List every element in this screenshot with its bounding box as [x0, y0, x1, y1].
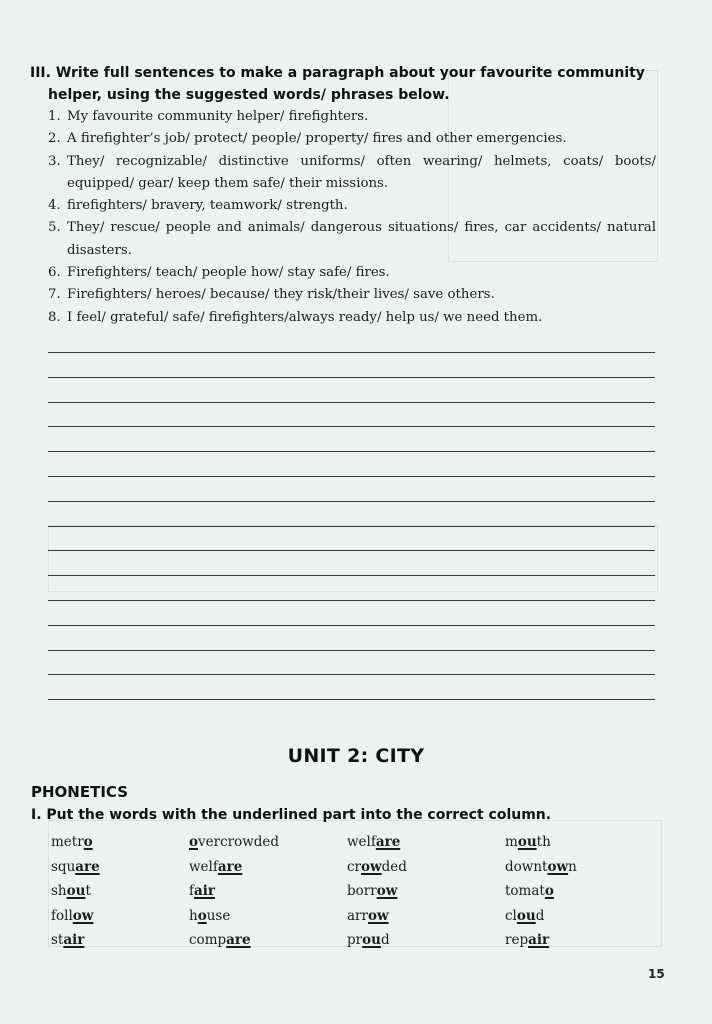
item-text: They/ rescue/ people and animals/ dangerous situations/ fires, car accidents/ natural disasters. [67, 220, 656, 258]
word-part: downt [505, 858, 548, 875]
list-item [48, 195, 656, 217]
suggested-phrases-list [48, 106, 656, 329]
underlined-sound: are [375, 834, 401, 850]
item-number: 5. [48, 220, 61, 236]
writing-line[interactable] [48, 600, 655, 601]
item-text: Firefighters/ heroes/ because/ they risk/their lives/ save others. [67, 287, 495, 303]
item-number: 4. [48, 198, 61, 214]
item-number: 2. [48, 131, 61, 147]
word-part: metr [51, 834, 84, 850]
word-part: sh [51, 883, 67, 900]
item-number: 7. [48, 287, 61, 303]
word-part: st [51, 932, 64, 949]
phonetics-exercise-heading [31, 807, 551, 823]
item-number: 3. [48, 153, 61, 169]
phonetics-word-grid [51, 834, 651, 957]
word-part: rep [505, 932, 529, 949]
list-item [48, 262, 656, 284]
word-part: squ [51, 858, 76, 875]
item-number: 1. [48, 109, 61, 124]
word-item [505, 859, 577, 875]
exercise-instruction: Put the words with the underlined part into the correct column. [46, 807, 552, 823]
underlined-sound: air [194, 883, 215, 900]
underlined-sound: ou [66, 883, 86, 900]
word-row [51, 883, 651, 908]
underlined-sound: o [189, 834, 199, 850]
word-part: vercrowded [198, 834, 280, 850]
word-part: arr [347, 907, 368, 924]
item-number: 8. [48, 309, 61, 325]
word-item [51, 908, 93, 924]
word-part: welf [347, 834, 376, 850]
word-item [505, 834, 551, 850]
word-part: tomat [505, 883, 545, 900]
underlined-sound: air [63, 932, 85, 949]
word-part: borr [347, 883, 377, 900]
underlined-sound: o [83, 834, 93, 850]
word-part: d [535, 907, 545, 924]
exercise-instruction-line2: helper, using the suggested words/ phrases below. [48, 87, 450, 103]
writing-line[interactable] [48, 377, 655, 378]
word-part: h [189, 907, 198, 924]
list-item [48, 307, 656, 329]
underlined-sound: are [217, 858, 243, 875]
writing-line[interactable] [48, 476, 655, 477]
word-part: n [568, 858, 577, 875]
underlined-sound: are [75, 858, 100, 875]
word-part: cl [505, 907, 517, 924]
word-part: t [85, 883, 91, 900]
word-item [51, 834, 93, 850]
writing-line[interactable] [48, 699, 655, 700]
item-text: They/ recognizable/ distinctive uniforms/ often wearing/ helmets, coats/ boots/ equipped/ gear/ keep them safe/ their missions. [67, 153, 656, 191]
word-item [347, 932, 390, 948]
word-part: m [505, 834, 518, 850]
word-row [51, 932, 651, 957]
list-item [48, 106, 656, 128]
underlined-sound: ow [72, 907, 94, 924]
item-text: My favourite community helper/ firefighters. [67, 109, 369, 124]
word-part: pr [347, 932, 363, 949]
writing-line[interactable] [48, 625, 655, 626]
word-part: f [189, 883, 194, 900]
writing-line[interactable] [48, 451, 655, 452]
underlined-sound: ou [517, 834, 537, 850]
word-part: foll [51, 907, 73, 924]
underlined-sound: ou [362, 932, 381, 949]
word-item [189, 859, 242, 875]
word-row [51, 908, 651, 933]
item-text: Firefighters/ teach/ people how/ stay safe/ fires. [67, 265, 390, 281]
word-item [51, 859, 100, 875]
list-item [48, 217, 656, 262]
underlined-sound: ow [367, 907, 389, 924]
writing-line[interactable] [48, 402, 655, 403]
underlined-sound: ow [547, 858, 569, 875]
word-part: th [536, 834, 551, 850]
answer-writing-lines[interactable] [48, 352, 655, 724]
page-number: 15 [648, 967, 665, 981]
item-text: I feel/ grateful/ safe/ firefighters/always ready/ help us/ we need them. [67, 309, 543, 325]
writing-line[interactable] [48, 550, 655, 551]
word-item [51, 883, 91, 899]
word-item [347, 859, 407, 875]
writing-line[interactable] [48, 575, 655, 576]
word-item [189, 834, 279, 850]
underlined-sound: o [544, 883, 554, 900]
word-row [51, 834, 651, 859]
word-item [51, 932, 84, 948]
list-item [48, 284, 656, 306]
word-part: comp [189, 932, 227, 949]
word-row [51, 859, 651, 884]
underlined-sound: ow [376, 883, 398, 900]
item-number: 6. [48, 265, 61, 281]
list-item [48, 128, 656, 150]
writing-line[interactable] [48, 501, 655, 502]
word-part: welf [189, 858, 218, 875]
word-item [189, 883, 215, 899]
unit-title: UNIT 2: CITY [287, 745, 425, 767]
writing-line[interactable] [48, 650, 655, 651]
word-item [347, 883, 397, 899]
underlined-sound: are [226, 932, 251, 949]
exercise-heading [30, 62, 660, 106]
word-item [347, 834, 400, 850]
word-part: ded [381, 858, 407, 875]
exercise-numeral: I. [31, 807, 42, 823]
writing-line[interactable] [48, 426, 655, 427]
word-item [189, 932, 251, 948]
word-part: use [206, 907, 231, 924]
exercise-instruction-line1: Write full sentences to make a paragraph about your favourite community [55, 65, 645, 81]
underlined-sound: air [528, 932, 550, 949]
underlined-sound: ow [361, 858, 382, 875]
word-item [505, 932, 549, 948]
writing-line[interactable] [48, 674, 655, 675]
underlined-sound: ou [516, 907, 536, 924]
writing-line[interactable] [48, 526, 655, 527]
exercise-numeral: III. [30, 65, 51, 81]
list-item [48, 151, 656, 196]
word-item [505, 908, 544, 924]
item-text: firefighters/ bravery, teamwork/ strength. [67, 198, 348, 214]
word-part: cr [347, 858, 362, 875]
item-text: A firefighter’s job/ protect/ people/ property/ fires and other emergencies. [67, 131, 567, 147]
word-item [347, 908, 389, 924]
phonetics-heading: PHONETICS [31, 783, 129, 801]
writing-line[interactable] [48, 352, 655, 353]
word-item [189, 908, 230, 924]
word-item [505, 883, 554, 899]
underlined-sound: o [197, 907, 207, 924]
word-part: d [380, 932, 390, 949]
